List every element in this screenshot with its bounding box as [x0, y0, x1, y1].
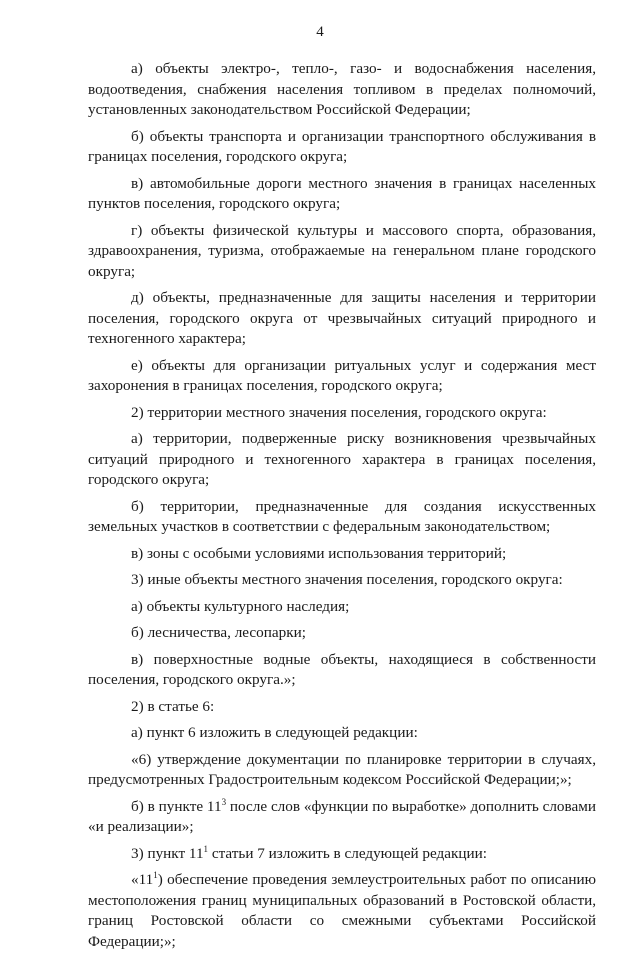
paragraph [88, 723, 596, 744]
paragraph [88, 429, 596, 491]
text-run: статьи 7 изложить в следующей редакции: [208, 844, 487, 862]
paragraph [88, 597, 596, 618]
text-run: а) объекты электро-, тепло-, газо- и водоснабжения населения, водоотведения, снабжения населения топливом в пределах полномочий, установленных законодательством Российской Федерации; [88, 60, 596, 118]
text-run: е) объекты для организации ритуальных услуг и содержания мест захоронения в границах поселения, городского округа; [88, 356, 596, 394]
paragraph [88, 650, 596, 691]
text-run: 2) в статье 6: [131, 697, 215, 715]
superscript: 1 [203, 843, 209, 854]
text-run: а) объекты культурного наследия; [131, 597, 350, 615]
paragraph [88, 544, 596, 565]
paragraph [88, 288, 596, 350]
document-body [88, 59, 596, 958]
text-run: б) объекты транспорта и организации транспортного обслуживания в границах поселения, городского округа; [88, 127, 596, 165]
superscript: 1 [153, 870, 158, 880]
paragraph [88, 59, 596, 121]
paragraph [88, 697, 596, 718]
text-run: после слов «функции по выработке» дополнить словами «и реализации»; [88, 797, 596, 835]
paragraph [88, 844, 596, 865]
paragraph [88, 221, 596, 283]
page-number: 4 [316, 24, 324, 40]
text-run: а) территории, подверженные риску возникновения чрезвычайных ситуаций природного и техногенного характера в границах поселения, городского округа; [88, 430, 596, 488]
paragraph [88, 570, 596, 591]
text-run: ) обеспечение проведения землеустроительных работ по описанию местоположения границ муниципальных образований в Ростовской области, границ Ростовской области со смежными субъектами Российской Федерации;»; [88, 871, 596, 950]
text-run: 3) иные объекты местного значения поселения, городского округа: [131, 571, 563, 588]
paragraph [88, 403, 596, 424]
paragraph [88, 356, 596, 397]
paragraph [88, 870, 596, 952]
paragraph [88, 797, 596, 838]
text-run: «6) утверждение документации по планировке территории в случаях, предусмотренных Градостроительным кодексом Российской Федерации;»; [88, 750, 596, 788]
paragraph [88, 127, 596, 168]
text-run: а) пункт 6 изложить в следующей редакции: [131, 724, 418, 741]
text-run: «11 [131, 871, 154, 888]
text-run: б) территории, предназначенные для создания искусственных земельных участков в соответствии с федеральным законодательством; [88, 497, 596, 535]
text-run: в) автомобильные дороги местного значения в границах населенных пунктов поселения, городского округа; [88, 174, 596, 212]
paragraph [88, 497, 596, 538]
text-run: 3) пункт 11 [131, 844, 204, 862]
text-run: г) объекты физической культуры и массового спорта, образования, здравоохранения, туризма, отображаемые на генеральном плане городского округа; [88, 221, 596, 280]
text-run: б) лесничества, лесопарки; [131, 624, 306, 641]
text-run: в) поверхностные водные объекты, находящиеся в собственности поселения, городского округа.»; [88, 650, 596, 688]
text-run: д) объекты, предназначенные для защиты населения и территории поселения, городского округа от чрезвычайных ситуаций природного и техногенного характера; [88, 289, 596, 347]
text-run: б) в пункте 11 [131, 797, 222, 815]
text-run: в) зоны с особыми условиями использования территорий; [131, 544, 507, 562]
paragraph [88, 623, 596, 644]
paragraph [88, 174, 596, 215]
paragraph [88, 750, 596, 791]
text-run: 2) территории местного значения поселения, городского округа: [131, 403, 547, 421]
superscript: 3 [221, 796, 227, 807]
